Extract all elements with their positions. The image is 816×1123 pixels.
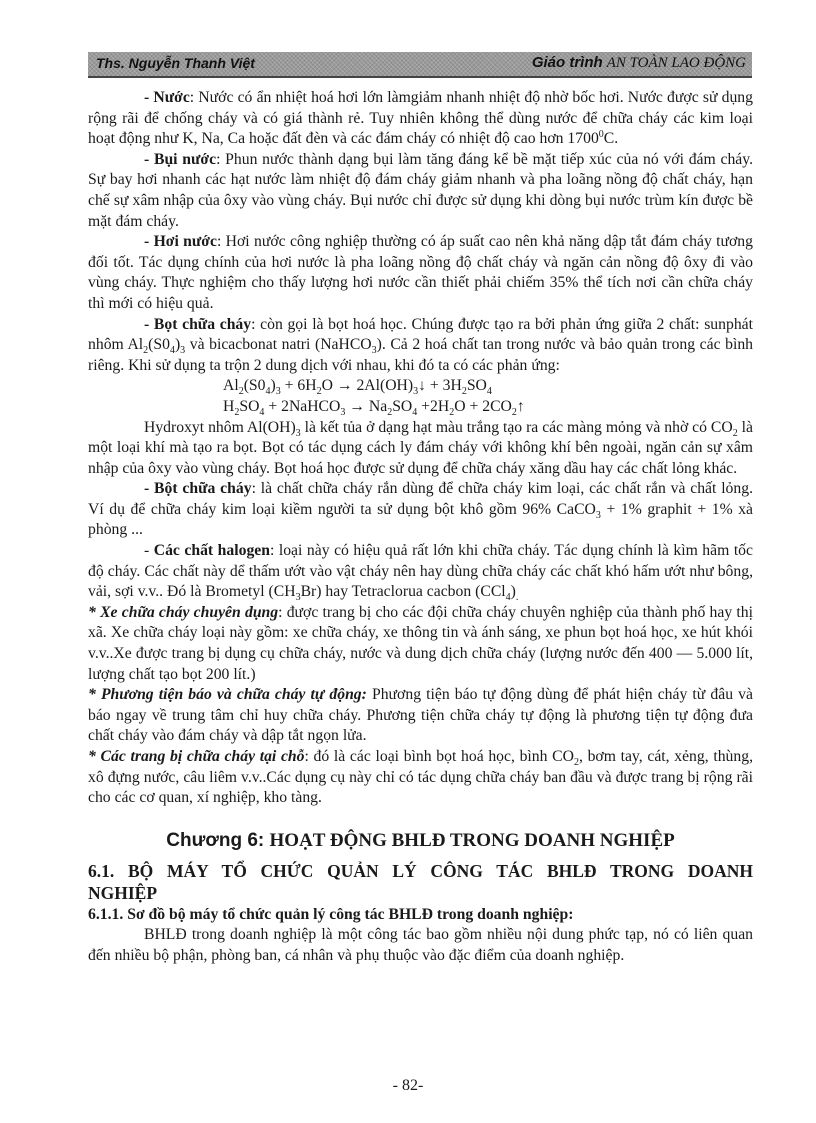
paragraph-halogen: - Các chất halogen: loại này có hiệu quả rất lớn khi chữa cháy. Tác dụng chính là kìm hãm tốc độ cháy. Các chất này dể thấm ướt vào vật cháy nên hay dùng chữa cháy các chất khó hấm ướt như bông, vải, sợi v.v.. Đó là Brometyl $(CH_3Br)$ hay Tetraclorua cacbon $(CCl_4)_.$ (88, 542, 753, 604)
paragraph-foam: - Bọt chữa cháy: còn gọi là bọt hoá học. Chúng được tạo ra bởi phản ứng giữa 2 chất: sunphát nhôm $Al_2(S0_4)_3$ và bicacbonat natri (NaHCO$_3$). Cả 2 hoá chất tan trong nước và bảo quản trong các bình riêng. Khi sử dụng ta trộn 2 dung dịch với nhau, khi đó ta có các phản ứng: (88, 315, 754, 374)
paragraph-powder: - Bột chữa cháy: là chất chữa cháy rắn dùng để chữa cháy kim loại, các chất rắn và chất lỏng. Ví dụ để chữa cháy kim loại kiềm người ta sử dụng bột khô gồm 96% CaCO$_3$ + 1% graphit + 1% xà phòng ... (88, 480, 754, 539)
page-header (88, 52, 752, 78)
page-content (88, 88, 753, 967)
paragraph-hydroxide: Hydroxyt nhôm $Al(OH)_3$ là kết tủa ở dạng hạt màu trắng tạo ra các màng mỏng và nhờ có $CO_2$ là một loại khí mà tạo ra bọt. Bọt có tác dụng cách ly đám cháy với không khí bên ngoài, ngăn cản sự xâm nhập của ôxy vào vùng cháy. Bọt hoá học được sử dụng để chữa cháy xăng dầu hay các chất lỏng khác. (88, 418, 753, 477)
paragraph-steam: - Hơi nước: Hơi nước công nghiệp thường có áp suất cao nên khả năng dập tắt đám cháy tương đối tốt. Tác dụng chính của hơi nước là pha loãng nồng độ chất cháy và ngăn cản nồng độ ôxy đi vào vùng cháy. Thực nghiệm cho thấy lượng hơi nước cần thiết phải chiếm 35% thể tích nơi cần chữa cháy thì mới có hiệu quả. (88, 233, 753, 312)
paragraph-auto-alarm: * Phương tiện báo và chữa cháy tự động: Phương tiện báo tự động dùng để phát hiện cháy từ đâu và báo ngay về trung tâm chỉ huy chữa cháy. Phương tiện chữa cháy tự động là phương tiện tự động đưa chất cháy vào đám cháy và dập tắt ngọn lửa. (88, 686, 753, 745)
paragraph-onsite-equipment: * Các trang bị chữa cháy tại chỗ: đó là các loại bình bọt hoá học, bình $CO_2$, bơm tay, cát, xẻng, thùng, xô đựng nước, câu liêm v.v..Các dụng cụ này chỉ có tác dụng chữa cháy ban đầu và được trang bị rộng rãi cho các cơ quan, xí nghiệp, kho tàng. (88, 748, 753, 807)
paragraph-fire-truck: * Xe chữa cháy chuyên dụng: được trang bị cho các đội chữa cháy chuyên nghiệp của thành phố hay thị xã. Xe chữa cháy loại này gồm: xe chữa cháy, xe thông tin và ánh sáng, xe phun bọt hoá học, xe hút khói v.v..Xe được trang bị dụng cụ chữa cháy, nước và dung dịch chữa cháy (lượng nước đến 400 — 5.000 lít, lượng chất tạo bọt 200 lít.) (88, 603, 753, 683)
header-title: Giáo trình AN TOÀN LAO ĐỘNG (531, 54, 746, 71)
subsection-heading: 6.1.1. Sơ đồ bộ máy tổ chức quản lý công tác BHLĐ trong doanh nghiệp: (88, 905, 574, 923)
chapter-title: Chương 6: HOẠT ĐỘNG BHLĐ TRONG DOANH NGHIỆP (166, 829, 675, 851)
paragraph-section-body: BHLĐ trong doanh nghiệp là một công tác bao gồm nhiều nội dung phức tạp, nó có liên quan đến nhiều bộ phận, phòng ban, cá nhân và phụ thuộc vào đặc điểm của doanh nghiệp. (88, 926, 753, 964)
equation-1: $Al_2(S0_4)_3 + 6H_2O$ → $2Al(OH)_3↓ + 3H_2SO_4$ (223, 377, 492, 398)
page-number: - 82- (392, 1077, 424, 1094)
section-heading: 6.1. BỘ MÁY TỔ CHỨC QUẢN LÝ CÔNG TÁC BHLĐ TRONG DOANH NGHIỆP (88, 860, 753, 903)
paragraph-water: - Nước: Nước có ẩn nhiệt hoá hơi lớn làmgiảm nhanh nhiệt độ nhờ bốc hơi. Nước được sử dụng rộng rãi để chống cháy và có giá thành rẻ. Tuy nhiên không thể dùng nước để chữa cháy các kim loại hoạt động như K, Na, Ca hoặc đất đèn và các đám cháy có nhiệt độ cao hơn 1700$^0$C. (88, 89, 753, 148)
equation-2: $H_2SO_4$ + 2NaHCO$_3$ → $Na_2SO_4 +2H_2O$ + $2CO_2↑$ (223, 397, 525, 419)
paragraph-water-spray: - Bụi nước: Phun nước thành dạng bụi làm tăng đáng kể bề mặt tiếp xúc của nó với đám cháy. Sự bay hơi nhanh các hạt nước làm nhiệt độ đám cháy giảm nhanh và pha loãng nồng độ chất cháy, hạn chế sự xâm nhập của ôxy vào vùng cháy. Bụi nước chỉ được sử dụng khi dòng bụi nước trùm kín được bề mặt đám cháy. (88, 150, 753, 230)
header-author: Ths. Nguyễn Thanh Việt (96, 55, 255, 71)
